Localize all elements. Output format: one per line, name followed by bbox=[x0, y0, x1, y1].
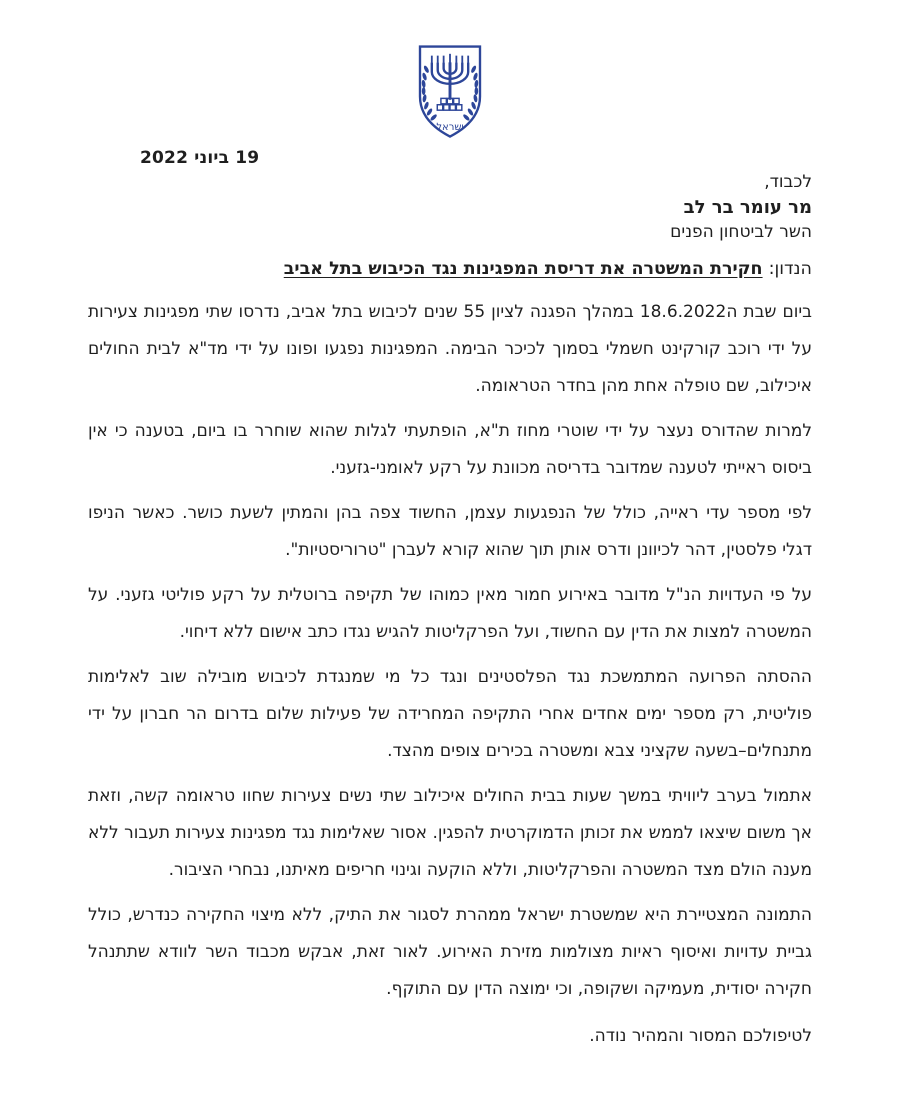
paragraph-hospital-visit: אתמול בערב ליוויתי במשך שעות בבית החולים איכילוב שתי נשים צעירות שחוו טראומה קשה, וזאת אך משום שיצאו לממש את זכותן הדמוקרטית להפגין. אסור שאלימות נגד מפגינות צעירות תעבור ללא מענה הולם מצד המשטרה והפרקליטות, וללא הוקעה וגינוי חריפים מאיתנו, נבחרי הציבור. bbox=[88, 786, 812, 880]
paragraph-witnesses: לפי מספר עדי ראייה, כולל של הנפגעות עצמן, החשוד צפה בהן והמתין לשעת כושר. כאשר הניפו דגלי פלסטין, דהר לכיוונן ודרס אותן תוך שהוא קורא לעברן "טרוריסטיות". bbox=[88, 503, 812, 560]
closing-line: לטיפולכם המסור והמהיר נודה. bbox=[589, 1026, 812, 1046]
emblem-label: ישראל bbox=[436, 122, 464, 134]
recipient-block bbox=[670, 170, 812, 245]
recipient-name: מר עומר בר לב bbox=[683, 197, 812, 218]
menorah-shield-icon bbox=[409, 42, 491, 142]
letter-date: 19 ביוני 2022 bbox=[140, 148, 260, 168]
recipient-salutation: לכבוד, bbox=[764, 172, 812, 192]
israel-state-emblem bbox=[409, 42, 491, 142]
letter-body bbox=[88, 294, 812, 1063]
subject-line bbox=[88, 259, 812, 279]
subject-text: חקירת המשטרה את דריסת המפגינות נגד הכיבוש בתל אביב bbox=[283, 259, 763, 279]
paragraph-demand-indictment: על פי העדויות הנ"ל מדובר באירוע חמור מאין כמוהו של תקיפה ברוטלית על רקע פוליטי גזעני. על המשטרה למצות את הדין עם החשוד, ועל הפרקליטות להגיש נגדו כתב אישום ללא דיחוי. bbox=[88, 585, 812, 642]
recipient-title: השר לביטחון הפנים bbox=[670, 222, 812, 242]
paragraph-release: למרות שהדורס נעצר על ידי שוטרי מחוז ת"א, הופתעתי לגלות שהוא שוחרר בו ביום, בטענה כי אין ביסוס ראייתי לטענה שמדובר בדריסה מכוונת על רקע לאומני-גזעני. bbox=[88, 421, 812, 478]
paragraph-incitement: ההסתה הפרועה המתמשכת נגד הפלסטינים ונגד כל מי שמנגדת לכיבוש מובילה שוב לאלימות פוליטית, רק מספר ימים אחדים אחרי התקיפה המחרידה של פעילות שלום בדרום הר חברון על ידי מתנחלים–בשעה שקציני צבא ומשטרה בכירים צופים מהצד. bbox=[88, 667, 812, 761]
subject-label: הנדון: bbox=[768, 259, 812, 279]
paragraph-request: התמונה המצטיירת היא שמשטרת ישראל ממהרת לסגור את התיק, ללא מיצוי החקירה כנדרש, כולל גביית עדויות ואיסוף ראיות מצולמות מזירת האירוע. לאור זאת, אבקש מכבוד השר לוודא שתתנהל חקירה יסודית, מעמיקה ושקופה, וכי ימוצה הדין עם התוקף. bbox=[88, 905, 812, 999]
paragraph-incident: ביום שבת ה18.6.2022 במהלך הפגנה לציון 55 שנים לכיבוש בתל אביב, נדרסו שתי מפגינות צעירות על ידי רוכב קורקינט חשמלי בסמוך לכיכר הבימה. המפגינות נפגעו ופונו על ידי מד"א לבית החולים איכילוב, שם טופלה אחת מהן בחדר הטראומה. bbox=[88, 302, 812, 396]
